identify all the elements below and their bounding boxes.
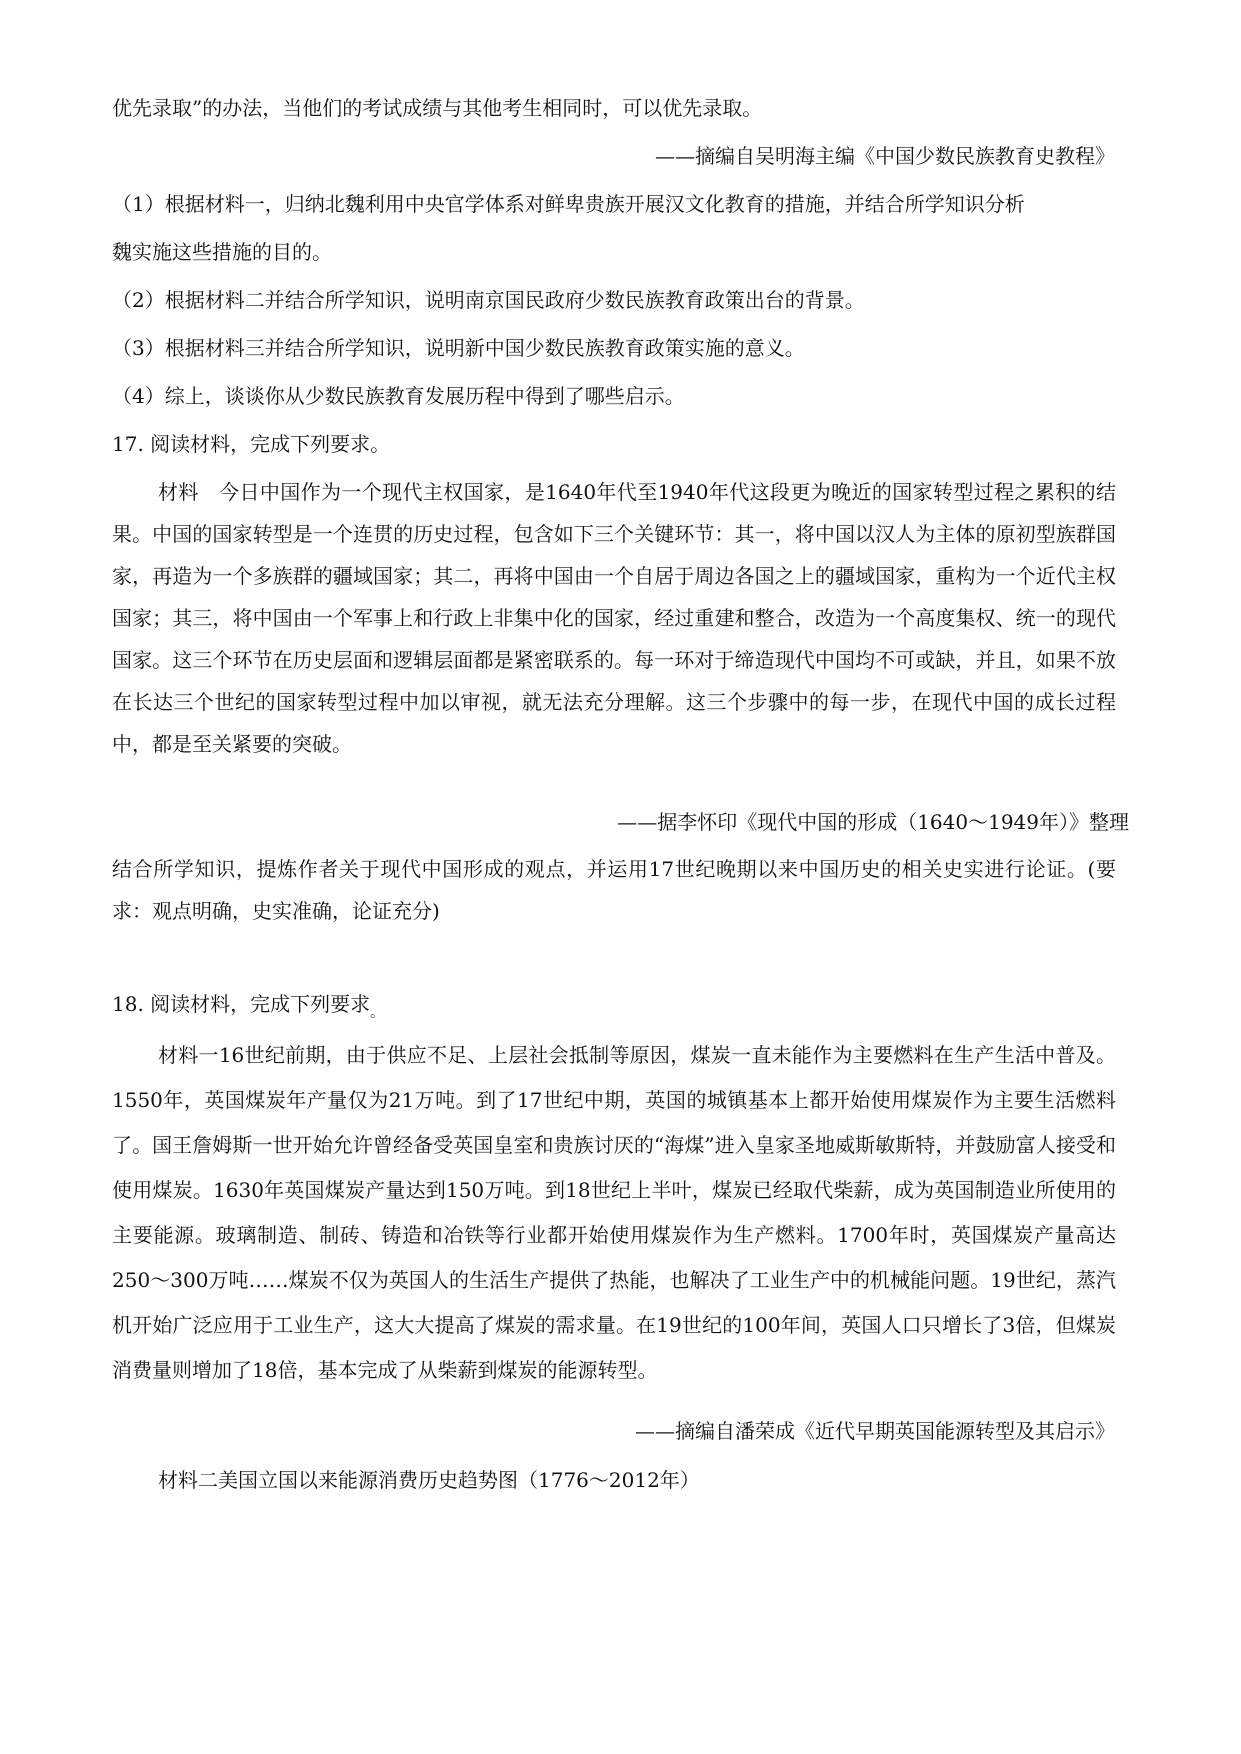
q18-source1: ——摘编自潘荣成《近代早期英国能源转型及其启示》 — [635, 1419, 1115, 1443]
q16-source: ——摘编自吴明海主编《中国少数民族教育史教程》 — [655, 144, 1115, 168]
continuation-text: 优先录取”的办法，当他们的考试成绩与其他考生相同时，可以优先录取。 — [112, 96, 763, 120]
q16-sub3: （3）根据材料三并结合所学知识，说明新中国少数民族教育政策实施的意义。 — [112, 336, 805, 360]
q17-heading: 17. 阅读材料，完成下列要求。 — [112, 432, 391, 456]
q18-heading-text: 18. 阅读材料，完成下列要求 — [112, 992, 371, 1016]
q18-material1: 材料一16世纪前期，由于供应不足、上层社会抵制等原因，煤炭一直未能作为主要燃料在生产生活中普及。1550年，英国煤炭年产量仅为21万吨。到了17世纪中期，英国的城镇基本上都开始使用煤炭作为主要生活燃料了。国王詹姆斯一世开始允许曾经备受英国皇室和贵族讨厌的“海煤”进入皇家圣地威斯敏斯特，并鼓励富人接受和使用煤炭。1630年英国煤炭产量达到150万吨。到18世纪上半叶，煤炭已经取代柴薪，成为英国制造业所使用的主要能源。玻璃制造、制砖、铸造和冶铁等行业都开始使用煤炭作为生产燃料。1700年时，英国煤炭产量高达250～300万吨……煤炭不仅为英国人的生活生产提供了热能，也解决了工业生产中的机械能问题。19世纪，蒸汽机开始广泛应用于工业生产，这大大提高了煤炭的需求量。在19世纪的100年间，英国人口只增长了3倍，但煤炭消费量则增加了18倍，基本完成了从柴薪到煤炭的能源转型。 — [112, 1043, 1116, 1382]
q17-source: ——据李怀印《现代中国的形成（1640～1949年）》整理 — [617, 810, 1129, 834]
q16-sub1-line2: 魏实施这些措施的目的。 — [112, 240, 332, 264]
q16-sub1-line1: （1）根据材料一，归纳北魏利用中央官学体系对鲜卑贵族开展汉文化教育的措施，并结合所学知识分析 — [112, 192, 1025, 216]
q17-task: 结合所学知识，提炼作者关于现代中国形成的观点，并运用17世纪晚期以来中国历史的相关史实进行论证。(要求：观点明确，史实准确，论证充分) — [112, 857, 1116, 923]
q18-heading-dot: 。 — [370, 1005, 385, 1021]
q18-heading — [112, 990, 384, 1027]
q16-sub4: （4）综上，谈谈你从少数民族教育发展历程中得到了哪些启示。 — [112, 384, 685, 408]
q17-material: 材料 今日中国作为一个现代主权国家，是1640年代至1940年代这段更为晚近的国家转型过程之累积的结果。中国的国家转型是一个连贯的历史过程，包含如下三个关键环节：其一，将中国以汉人为主体的原初型族群国家，再造为一个多族群的疆域国家；其二，再将中国由一个自居于周边各国之上的疆域国家，重构为一个近代主权国家；其三，将中国由一个军事上和行政上非集中化的国家，经过重建和整合，改造为一个高度集权、统一的现代国家。这三个环节在历史层面和逻辑层面都是紧密联系的。每一环对于缔造现代中国均不可或缺，并且，如果不放在长达三个世纪的国家转型过程中加以审视，就无法充分理解。这三个步骤中的每一步，在现代中国的成长过程中，都是至关紧要的突破。 — [112, 480, 1116, 756]
q18-material2-title: 材料二美国立国以来能源消费历史趋势图（1776～2012年） — [158, 1468, 700, 1492]
q16-sub2: （2）根据材料二并结合所学知识，说明南京国民政府少数民族教育政策出台的背景。 — [112, 288, 865, 312]
